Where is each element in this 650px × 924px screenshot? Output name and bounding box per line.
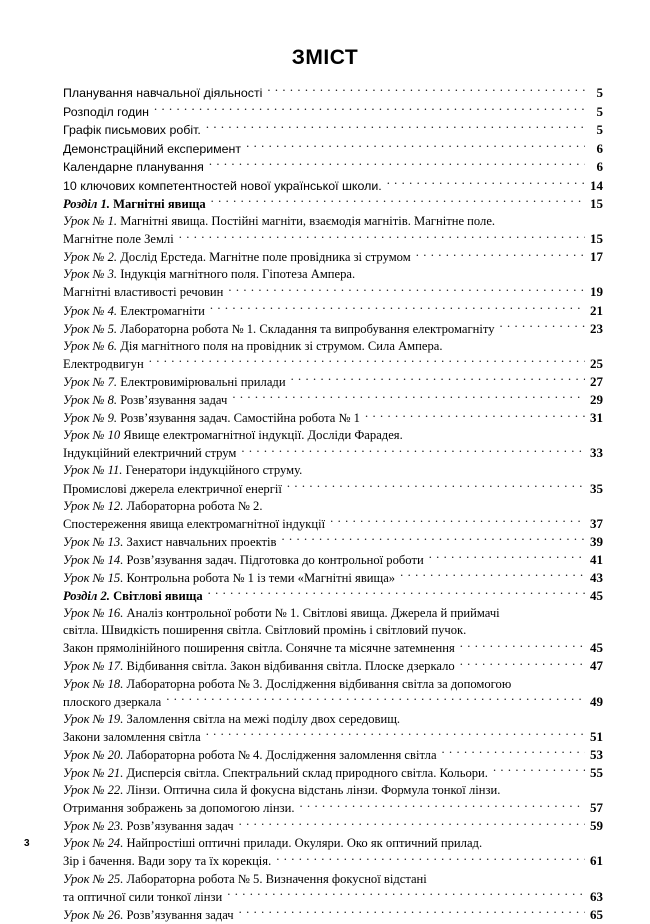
toc-page-number: 35	[590, 480, 603, 496]
toc-entry-prefix: Урок № 6.	[63, 338, 121, 353]
toc-page-number: 55	[590, 765, 603, 780]
toc-entry-label: Лабораторна робота № 2.	[126, 498, 263, 513]
toc-entry-text	[63, 178, 382, 196]
toc-entry-text	[63, 889, 222, 906]
toc-entry-text	[63, 196, 206, 213]
toc-entry-text	[63, 141, 241, 159]
dot-leader	[416, 249, 585, 262]
toc-page-number: 6	[596, 140, 603, 156]
toc-entry-prefix: Урок № 11.	[63, 463, 126, 478]
toc-entry-label: Аналіз контрольної роботи № 1. Світлові явища. Джерела й приймачі	[126, 606, 500, 621]
toc-entry-prefix: Урок № 7.	[63, 374, 121, 389]
toc-entry-continuation	[63, 498, 603, 515]
toc-entry-text	[63, 249, 411, 266]
toc-lesson-entry[interactable]	[63, 888, 603, 906]
front-matter-group	[63, 84, 603, 195]
toc-entry-label: Закон прямолінійного поширення світла. Сонячне та місячне затемнення	[63, 641, 455, 656]
toc-entry-prefix: Урок № 26.	[63, 907, 127, 922]
toc-entry-label: Дослід Ерстеда. Магнітне поле провідника зі струмом	[120, 250, 411, 265]
toc-entry-label: Лабораторна робота № 3. Дослідження відбивання світла за допомогою	[126, 676, 512, 691]
toc-page-number: 63	[590, 888, 603, 904]
toc-lesson-entry[interactable]	[63, 746, 603, 764]
toc-entry-text	[63, 729, 201, 746]
toc-lesson-entry[interactable]	[63, 799, 603, 817]
toc-page-number: 17	[590, 249, 603, 265]
toc-page-number: 59	[590, 818, 603, 834]
toc-page-number: 31	[590, 410, 603, 426]
toc-entry-label: Отримання зображень за допомогою лінзи.	[63, 801, 295, 816]
toc-entry-prefix: Урок № 23.	[63, 819, 127, 834]
toc-lesson-entry[interactable]	[63, 230, 603, 248]
toc-lesson-entry[interactable]	[63, 817, 603, 835]
toc-entry-label: Розв’язування задач. Підготовка до контрольної роботи	[126, 552, 424, 567]
toc-entry-text	[63, 747, 437, 764]
toc-page-number: 39	[590, 533, 603, 549]
toc-entry-label: Лабораторна робота № 1. Складання та випробування електромагніту	[120, 321, 495, 336]
toc-entry-text	[63, 907, 234, 924]
page-number: 3	[24, 838, 30, 849]
toc-page-number: 27	[590, 373, 603, 389]
toc-entry-prefix: Урок № 19.	[63, 711, 127, 726]
toc-entry-prefix: Урок № 1.	[63, 214, 121, 229]
toc-entry-label: Графік письмових робіт.	[63, 123, 201, 137]
toc-page-number: 37	[590, 515, 603, 531]
toc-page-number: 15	[590, 231, 603, 247]
toc-page-number: 41	[590, 551, 603, 567]
toc-entry-label: Календарне планування	[63, 160, 204, 174]
toc-entry-prefix: Урок № 13.	[63, 534, 127, 549]
toc-entry-label: Захист навчальних проектів	[126, 534, 277, 549]
toc-lesson-entry[interactable]	[63, 569, 603, 587]
dot-leader	[206, 728, 585, 741]
dot-leader	[460, 658, 585, 671]
toc-lesson-entry[interactable]	[63, 906, 603, 924]
dot-leader	[267, 85, 585, 97]
dot-leader	[287, 480, 585, 493]
toc-entry-label: Найпростіші оптичні прилади. Окуляри. Око як оптичний прилад.	[126, 836, 483, 851]
toc-entry-text	[63, 640, 455, 657]
toc-entry-label: Індукція магнітного поля. Гіпотеза Ампера.	[120, 267, 356, 282]
toc-entry[interactable]	[63, 177, 603, 196]
toc-entry-label: Магнітні властивості речовин	[63, 285, 224, 300]
dot-leader	[166, 693, 585, 706]
toc-entry-prefix: Урок № 8.	[63, 393, 121, 408]
toc-entry-label: Магнітні явища. Постійні магніти, взаємодія магнітів. Магнітне поле.	[120, 214, 496, 229]
toc-page-number: 57	[590, 800, 603, 816]
toc-entry-continuation	[63, 605, 603, 622]
toc-entry-text	[63, 410, 360, 427]
contents-group	[63, 195, 603, 924]
toc-entry-label: світла. Швидкість поширення світла. Світловий промінь і світловий пучок.	[63, 623, 467, 638]
toc-entry[interactable]	[63, 140, 603, 159]
toc-entry-label: плоского дзеркала	[63, 694, 162, 709]
toc-entry-prefix: Урок № 2.	[63, 250, 121, 265]
toc-entry-text	[63, 552, 424, 569]
toc-entry-continuation	[63, 213, 603, 230]
toc-entry-text	[63, 765, 488, 782]
toc-page-number: 53	[590, 746, 603, 762]
dot-leader	[429, 551, 585, 564]
toc-entry-label: Контрольна робота № 1 із теми «Магнітні явища»	[126, 570, 396, 585]
toc-entry-prefix: Урок № 3.	[63, 267, 121, 282]
toc-lesson-entry[interactable]	[63, 391, 603, 409]
toc-page-number: 5	[596, 103, 603, 119]
toc-lesson-entry[interactable]	[63, 533, 603, 551]
toc-entry-label: Лабораторна робота № 5. Визначення фокусної відстані	[126, 871, 427, 886]
toc-entry-label: 10 ключових компетентностей нової української школи.	[63, 178, 382, 193]
toc-entry-prefix: Урок № 14.	[63, 552, 127, 567]
toc-entry-label: Дія магнітного поля на провідник зі струмом. Сила Ампера.	[120, 338, 443, 353]
toc-lesson-entry[interactable]	[63, 409, 603, 427]
toc-entry[interactable]	[63, 121, 603, 140]
toc-entry-text	[63, 85, 262, 103]
toc-page-number: 5	[596, 85, 603, 100]
toc-entry-prefix: Урок № 20.	[63, 747, 127, 762]
toc-entry-text	[63, 534, 276, 551]
toc-entry-prefix: Урок № 24.	[63, 836, 127, 851]
toc-entry-text	[63, 694, 161, 711]
toc-lesson-entry[interactable]	[63, 551, 603, 569]
toc-lesson-entry[interactable]	[63, 480, 603, 498]
toc-page-number: 45	[590, 640, 603, 656]
toc-entry-text	[63, 570, 395, 587]
toc-entry[interactable]	[63, 158, 603, 177]
toc-page-number: 47	[590, 658, 603, 674]
toc-entry-label: та оптичної сили тонкої лінзи	[63, 889, 223, 904]
toc-page-number: 5	[596, 122, 603, 137]
toc-entry-prefix: Урок № 9.	[63, 411, 121, 426]
dot-leader	[460, 640, 585, 653]
toc-entry-continuation	[63, 711, 603, 728]
dot-leader	[493, 764, 585, 777]
toc-entry-text	[63, 392, 227, 409]
toc-page-number: 61	[590, 853, 603, 869]
dot-leader	[154, 103, 585, 115]
dot-leader	[228, 284, 585, 297]
dot-leader	[227, 888, 585, 901]
toc-lesson-entry[interactable]	[63, 639, 603, 657]
dot-leader	[291, 373, 585, 386]
toc-entry-label: Магнітні явища	[113, 197, 206, 211]
toc-entry-label: Світлові явища	[113, 589, 203, 604]
toc-lesson-entry[interactable]	[63, 852, 603, 870]
toc-entry[interactable]	[63, 103, 603, 122]
toc-lesson-entry[interactable]	[63, 302, 603, 320]
toc-entry-prefix: Урок № 18.	[63, 676, 127, 691]
dot-leader	[210, 302, 585, 315]
toc-entry-label: Розв’язування задач. Самостійна робота № 1	[120, 411, 360, 426]
toc-entry-prefix: Урок № 22.	[63, 783, 127, 798]
toc-entry[interactable]	[63, 84, 603, 103]
toc-lesson-entry[interactable]	[63, 355, 603, 373]
toc-chapter-entry[interactable]	[63, 587, 603, 605]
toc-entry-label: Дисперсія світла. Спектральний склад природного світла. Кольори.	[126, 766, 488, 780]
toc-entry-text	[63, 303, 205, 320]
toc-entry-text	[63, 374, 286, 391]
toc-page-number: 21	[590, 302, 603, 318]
toc-entry-prefix: Урок № 16.	[63, 606, 127, 621]
toc-entry-text	[63, 159, 204, 177]
toc-lesson-entry[interactable]	[63, 248, 603, 266]
toc-entry-label: Розподіл годин	[63, 104, 149, 119]
toc-entry-continuation	[63, 835, 603, 852]
toc-lesson-entry[interactable]	[63, 693, 603, 711]
toc-entry-prefix: Розділ 2.	[63, 589, 114, 604]
toc-entry-label: Промислові джерела електричної енергії	[63, 481, 282, 496]
dot-leader	[241, 445, 585, 458]
toc-page-number: 43	[590, 569, 603, 585]
dot-leader	[209, 159, 585, 171]
toc-lesson-entry[interactable]	[63, 515, 603, 533]
toc-lesson-entry[interactable]	[63, 764, 603, 782]
dot-leader	[246, 140, 585, 152]
toc-entry-prefix: Урок № 17.	[63, 659, 127, 674]
toc-entry-text	[63, 122, 201, 140]
toc-entry-text	[63, 481, 282, 498]
toc-entry-text	[63, 445, 236, 462]
toc-page-number: 14	[590, 177, 603, 193]
toc-entry-label: Зір і бачення. Вади зору та їх корекція.	[63, 854, 272, 869]
dot-leader	[239, 906, 585, 919]
toc-page-number: 19	[590, 284, 603, 300]
toc-lesson-entry[interactable]	[63, 283, 603, 301]
toc-page-number: 23	[590, 320, 603, 336]
toc-entry-label: Явище електромагнітної індукції. Досліди Фарадея.	[123, 428, 403, 443]
toc-list	[63, 84, 603, 924]
toc-entry-continuation	[63, 676, 603, 693]
toc-entry-prefix: Урок № 12.	[63, 498, 127, 513]
toc-entry-continuation	[63, 782, 603, 799]
dot-leader	[442, 746, 585, 759]
toc-entry-text	[63, 818, 234, 835]
toc-entry-label: Електровимірювальні прилади	[120, 374, 286, 389]
toc-entry-label: Електродвигун	[63, 356, 144, 371]
dot-leader	[239, 818, 585, 831]
toc-entry-continuation	[63, 338, 603, 355]
dot-leader	[300, 800, 585, 813]
toc-entry-label: Демонстраційний експеримент	[63, 141, 242, 156]
toc-page-number: 51	[590, 728, 603, 744]
toc-entry-prefix: Урок № 25.	[63, 871, 127, 886]
toc-entry-text	[63, 321, 495, 338]
toc-entry-text	[63, 284, 223, 301]
toc-page-number: 6	[596, 159, 603, 174]
toc-entry-continuation	[63, 622, 603, 639]
toc-entry-label: Заломлення світла на межі поділу двох середовищ.	[126, 711, 401, 726]
toc-entry-text	[63, 104, 149, 122]
toc-entry-continuation	[63, 871, 603, 888]
dot-leader	[206, 122, 585, 134]
toc-entry-label: Лабораторна робота № 4. Дослідження заломлення світла	[126, 747, 437, 762]
toc-entry-prefix: Урок № 5.	[63, 321, 121, 336]
toc-entry-label: Розв’язування задач	[120, 393, 228, 408]
toc-entry-label: Закони заломлення світла	[63, 729, 201, 744]
toc-entry-continuation	[63, 462, 603, 479]
dot-leader	[179, 231, 585, 244]
toc-lesson-entry[interactable]	[63, 320, 603, 338]
toc-entry-text	[63, 356, 144, 373]
dot-leader	[500, 320, 585, 333]
toc-entry-prefix: Урок № 10	[63, 428, 124, 443]
toc-entry-text	[63, 588, 203, 605]
toc-entry-label: Розв’язування задач	[126, 819, 234, 834]
toc-entry-prefix: Урок № 4.	[63, 303, 121, 318]
toc-entry-continuation	[63, 427, 603, 444]
toc-page-number: 15	[590, 196, 603, 211]
toc-entry-label: Розв’язування задач	[126, 907, 234, 922]
toc-lesson-entry[interactable]	[63, 657, 603, 675]
toc-entry-prefix: Розділ 1.	[63, 197, 114, 211]
toc-entry-label: Відбивання світла. Закон відбивання світла. Плоске дзеркало	[126, 659, 455, 674]
dot-leader	[281, 533, 585, 546]
dot-leader	[400, 569, 585, 582]
toc-page-number: 45	[590, 588, 603, 604]
toc-entry-text	[63, 516, 325, 533]
toc-chapter-entry[interactable]	[63, 195, 603, 213]
toc-entry-text	[63, 853, 271, 870]
dot-leader	[276, 853, 585, 866]
toc-entry-label: Спостереження явища електромагнітної індукції	[63, 516, 326, 531]
toc-entry-label: Магнітне поле Землі	[63, 232, 174, 247]
toc-lesson-entry[interactable]	[63, 444, 603, 462]
toc-entry-label: Генератори індукційного струму.	[125, 463, 303, 478]
toc-entry-label: Лінзи. Оптична сила й фокусна відстань лінзи. Формула тонкої лінзи.	[126, 783, 501, 798]
toc-entry-label: Електромагніти	[120, 303, 205, 318]
toc-lesson-entry[interactable]	[63, 728, 603, 746]
toc-page-number: 49	[590, 693, 603, 709]
dot-leader	[387, 177, 585, 189]
toc-page-number: 33	[590, 445, 603, 461]
toc-page-number: 25	[590, 355, 603, 371]
toc-entry-label: Планування навчальної діяльності	[63, 86, 263, 100]
toc-entry-continuation	[63, 266, 603, 283]
page-title: ЗМІСТ	[291, 46, 359, 69]
toc-page-number: 65	[590, 906, 603, 922]
dot-leader	[149, 355, 585, 368]
dot-leader	[365, 410, 585, 423]
dot-leader	[330, 515, 585, 528]
dot-leader	[208, 587, 585, 600]
toc-entry-text	[63, 800, 295, 817]
toc-entry-prefix: Урок № 21.	[63, 766, 127, 780]
toc-lesson-entry[interactable]	[63, 373, 603, 391]
toc-entry-text	[63, 658, 455, 675]
dot-leader	[211, 195, 585, 208]
toc-entry-label: Індукційний електричний струм	[63, 446, 237, 461]
toc-entry-prefix: Урок № 15.	[63, 570, 127, 585]
toc-page-number: 29	[590, 392, 603, 408]
dot-leader	[232, 391, 585, 404]
toc-entry-text	[63, 231, 174, 248]
